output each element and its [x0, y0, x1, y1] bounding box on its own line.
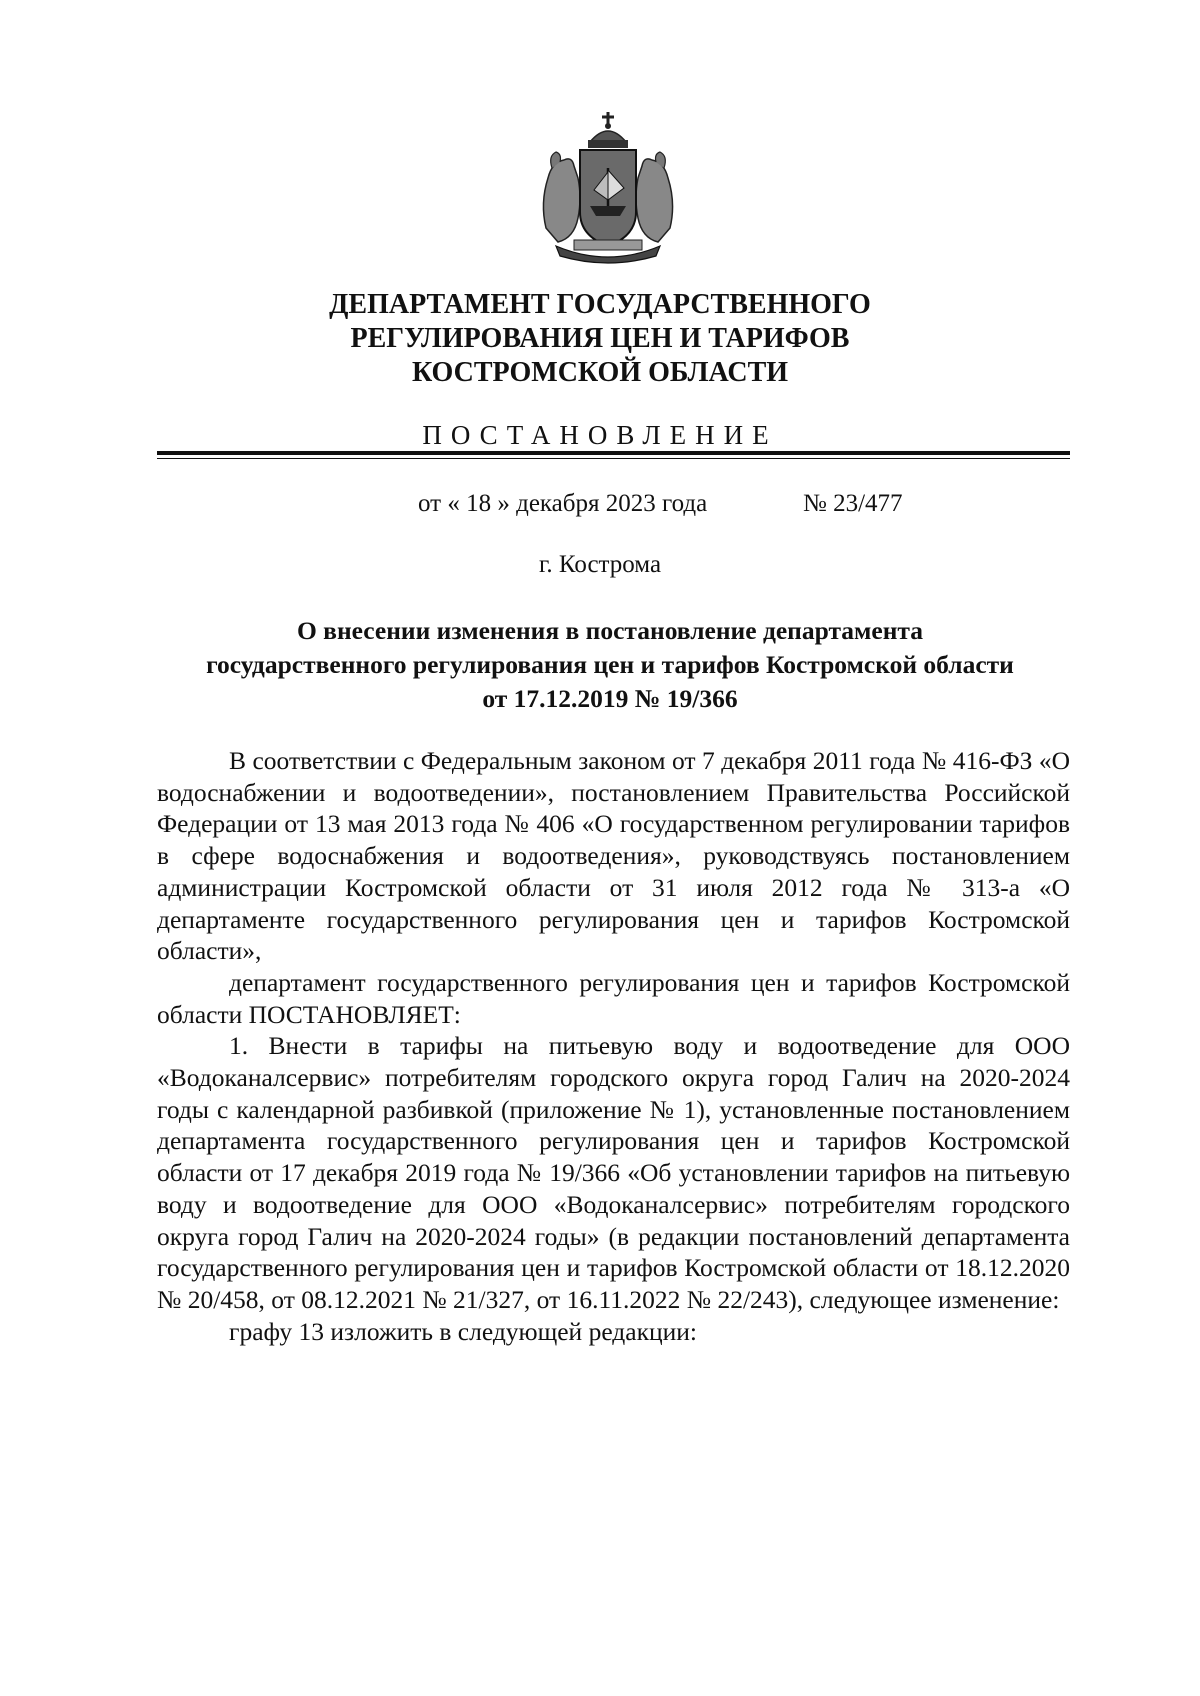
document-body [157, 745, 1070, 1347]
body-paragraph-column-13: графу 13 изложить в следующей редакции: [229, 1316, 698, 1346]
body-paragraph-resolves: департамент государственного регулирования цен и тарифов Костромской области ПОСТАНОВЛЯЕТ: [157, 967, 1070, 1029]
document-title [150, 614, 1070, 716]
document-number: № 23/477 [803, 490, 903, 517]
title-line-2: государственного регулирования цен и тарифов Костромской области [206, 650, 1014, 679]
org-line-1: ДЕПАРТАМЕНТ ГОСУДАРСТВЕННОГО [329, 289, 871, 320]
body-paragraph-item-1: 1. Внести в тарифы на питьевую воду и водоотведение для ООО «Водоканалсервис» потребителям городского округа город Галич на 2020-2024 годы с календарной разбивкой (приложение № 1), установленные постановлением департамента государственного регулирования цен и тарифов Костромской области от 17 декабря 2019 года № 19/366 «Об установлении тарифов на питьевую воду и водоотведение для ООО «Водоканалсервис» потребителям городского округа город Галич на 2020-2024 годы» (в редакции постановлений департамента государственного регулирования цен и тарифов Костромской области от 18.12.2020 № 20/458, от 08.12.2021 № 21/327, от 16.11.2022 № 22/243), следующее изменение: [157, 1031, 1070, 1314]
issuing-organization [0, 288, 1200, 390]
title-line-1: О внесении изменения в постановление департамента [296, 616, 924, 645]
title-line-3: от 17.12.2019 № 19/366 [482, 684, 738, 713]
org-line-2: РЕГУЛИРОВАНИЯ ЦЕН И ТАРИФОВ [350, 323, 850, 354]
body-paragraph-preamble: В соответствии с Федеральным законом от 7 декабря 2011 года № 416-ФЗ «О водоснабжении и водоотведении», постановлением Правительства Российской Федерации от 13 мая 2013 года № 406 «О государственном регулировании тарифов в сфере водоснабжения и водоотведения», руководствуясь постановлением администрации Костромской области от 31 июля 2012 года № 313-а «О департаменте государственного регулирования цен и тарифов Костромской области», [157, 746, 1070, 966]
coat-of-arms-emblem [538, 108, 678, 266]
document-date: от « 18 » декабря 2023 года [418, 490, 708, 517]
document-city: г. Кострома [538, 551, 662, 578]
header-rule-thin [157, 458, 1070, 459]
org-line-3: КОСТРОМСКОЙ ОБЛАСТИ [411, 357, 789, 388]
header-rule-thick [157, 451, 1070, 455]
document-type-heading: ПОСТАНОВЛЕНИЕ [422, 420, 778, 450]
